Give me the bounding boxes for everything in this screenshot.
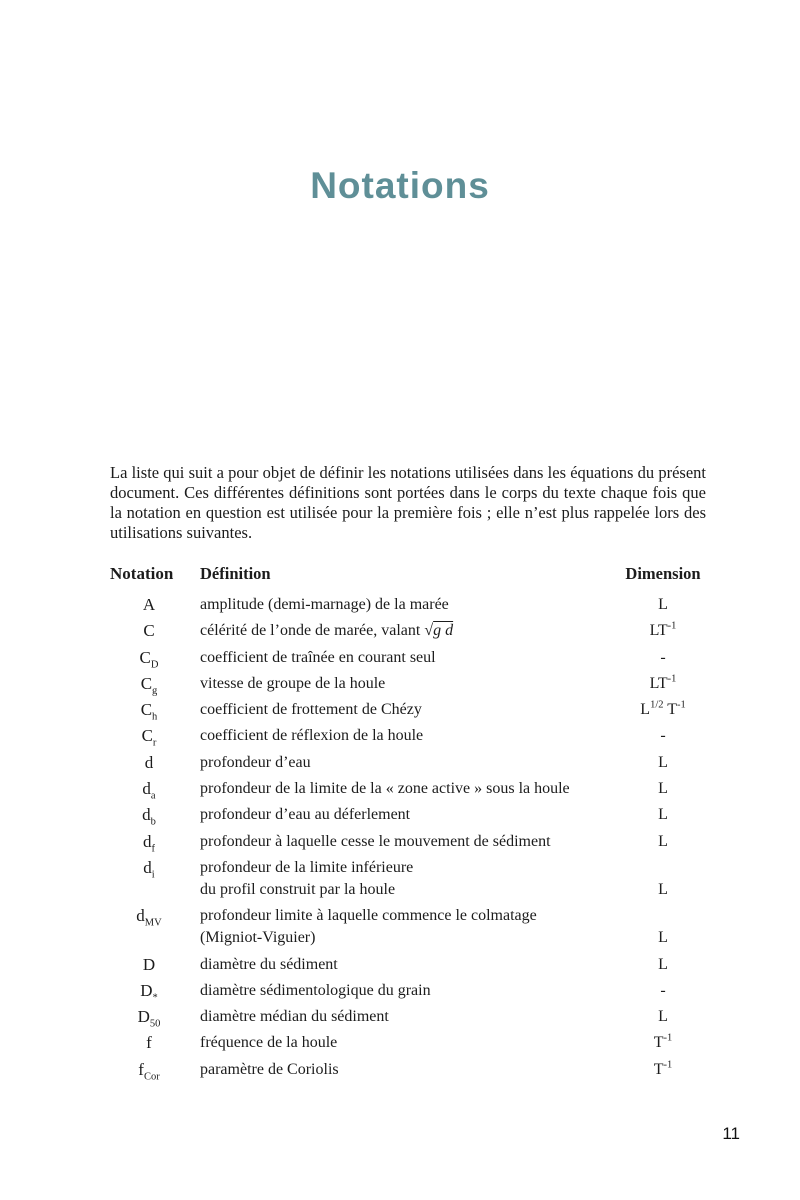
dimension-cell: - xyxy=(660,648,666,666)
notation-cell: d xyxy=(144,752,154,772)
notation-cell: $C_D$ xyxy=(139,647,159,670)
table-row xyxy=(110,905,706,949)
table-row xyxy=(110,778,706,800)
definition-line: du profil construit par la houle xyxy=(200,880,396,898)
definition-cell xyxy=(200,1032,620,1054)
table-row xyxy=(110,1032,706,1054)
definition-cell xyxy=(200,620,620,642)
dimension-cell: L xyxy=(658,806,668,824)
table-row xyxy=(110,954,706,976)
definition-line: célérité de l’onde de marée, valant √g d xyxy=(200,622,454,640)
header-notation: Notation xyxy=(110,564,174,583)
definition-line: profondeur d’eau xyxy=(200,753,311,771)
definition-line: coefficient de réflexion de la houle xyxy=(200,727,424,745)
dimension-cell: L xyxy=(658,753,668,771)
definition-line: profondeur de la limite de la « zone active » sous la houle xyxy=(200,780,570,798)
dimension-cell: - xyxy=(660,981,666,999)
definition-line: profondeur de la limite inférieure xyxy=(200,858,414,876)
definition-line: profondeur à laquelle cesse le mouvement de sédiment xyxy=(200,832,551,850)
square-root-expression: √g d xyxy=(424,622,454,640)
definition-cell xyxy=(200,699,620,721)
dimension-cell: L xyxy=(658,880,668,898)
definition-cell xyxy=(200,831,620,853)
definition-line: profondeur limite à laquelle commence le colmatage xyxy=(200,907,537,925)
dimension-cell: L xyxy=(658,780,668,798)
definition-line: diamètre sédimentologique du grain xyxy=(200,981,431,999)
notation-cell: $C_h$ xyxy=(140,700,158,723)
definition-cell xyxy=(200,954,620,976)
definition-cell xyxy=(200,778,620,800)
notation-cell: D xyxy=(142,954,156,974)
table-row xyxy=(110,752,706,774)
table-header xyxy=(110,563,706,585)
definition-line: fréquence de la houle xyxy=(200,1034,338,1052)
dimension-cell: L xyxy=(658,596,668,613)
page-title: Notations xyxy=(310,164,490,206)
definition-line: profondeur d’eau au déferlement xyxy=(200,806,411,824)
definition-cell xyxy=(200,1006,620,1028)
page-number: 11 xyxy=(722,1124,740,1143)
definition-line: diamètre du sédiment xyxy=(200,955,338,973)
notation-table xyxy=(110,563,706,1085)
notation-cell: $d_{MV}$ xyxy=(136,906,162,929)
table-row xyxy=(110,980,706,1002)
dimension-cell: $T^{-1}$ xyxy=(653,1033,673,1052)
definition-cell xyxy=(200,1059,620,1081)
definition-cell xyxy=(200,857,620,901)
dimension-cell: $T^{-1}$ xyxy=(653,1059,673,1078)
table-row xyxy=(110,804,706,826)
definition-line: coefficient de traînée en courant seul xyxy=(200,648,436,666)
dimension-cell: L xyxy=(658,955,668,973)
definition-cell xyxy=(200,673,620,695)
definition-cell xyxy=(200,980,620,1002)
header-dimension: Dimension xyxy=(625,564,701,583)
dimension-cell: $LT^{-1}$ xyxy=(649,673,677,692)
table-row xyxy=(110,699,706,721)
definition-line: vitesse de groupe de la houle xyxy=(200,674,386,692)
dimension-cell: - xyxy=(660,727,666,745)
header-definition: Définition xyxy=(200,564,271,583)
notation-cell: A xyxy=(142,595,156,614)
notation-cell: f xyxy=(146,1033,152,1053)
intro-paragraph: La liste qui suit a pour objet de définir les notations utilisées dans les équations du présent document. Ces différentes définitions sont portées dans le corps du texte chaque fois que la notation en question est utilisée pour la première fois ; elle n’est plus rappelée lors des utilisations suivantes. xyxy=(110,462,706,543)
table-row xyxy=(110,594,706,616)
notation-cell: $d_i$ xyxy=(143,857,155,881)
definition-cell xyxy=(200,752,620,774)
definition-line: paramètre de Coriolis xyxy=(200,1060,339,1078)
table-row xyxy=(110,831,706,853)
notation-cell: $d_a$ xyxy=(142,779,156,802)
notation-cell: $C_r$ xyxy=(141,726,157,749)
notation-cell: C xyxy=(143,621,155,641)
notation-cell: $d_b$ xyxy=(142,805,156,828)
dimension-cell: L xyxy=(658,929,668,947)
notation-table-body xyxy=(110,594,706,1081)
notation-cell: $D_{50}$ xyxy=(137,1007,161,1030)
table-row xyxy=(110,620,706,642)
table-row xyxy=(110,1059,706,1081)
notation-cell: $C_g$ xyxy=(140,673,158,697)
table-row xyxy=(110,647,706,669)
definition-cell xyxy=(200,725,620,747)
definition-line: diamètre médian du sédiment xyxy=(200,1008,389,1026)
definition-line: coefficient de frottement de Chézy xyxy=(200,701,422,719)
notation-cell: $d_f$ xyxy=(143,831,155,855)
definition-cell xyxy=(200,647,620,669)
table-row xyxy=(110,1006,706,1028)
table-row xyxy=(110,673,706,695)
definition-cell xyxy=(200,804,620,826)
dimension-cell: L xyxy=(658,832,668,850)
dimension-cell: $L^{1/2}$ $T^{-1}$ xyxy=(640,699,686,719)
table-row xyxy=(110,725,706,747)
definition-cell xyxy=(200,905,620,949)
dimension-cell: $LT^{-1}$ xyxy=(649,620,677,640)
definition-line: (Migniot-Viguier) xyxy=(200,929,316,947)
definition-cell xyxy=(200,594,620,616)
notation-cell: $f_{Cor}$ xyxy=(138,1059,160,1083)
dimension-cell: L xyxy=(658,1008,668,1026)
notation-cell: $D_*$ xyxy=(140,980,158,1004)
table-row xyxy=(110,857,706,901)
definition-line: amplitude (demi-marnage) de la marée xyxy=(200,596,449,613)
